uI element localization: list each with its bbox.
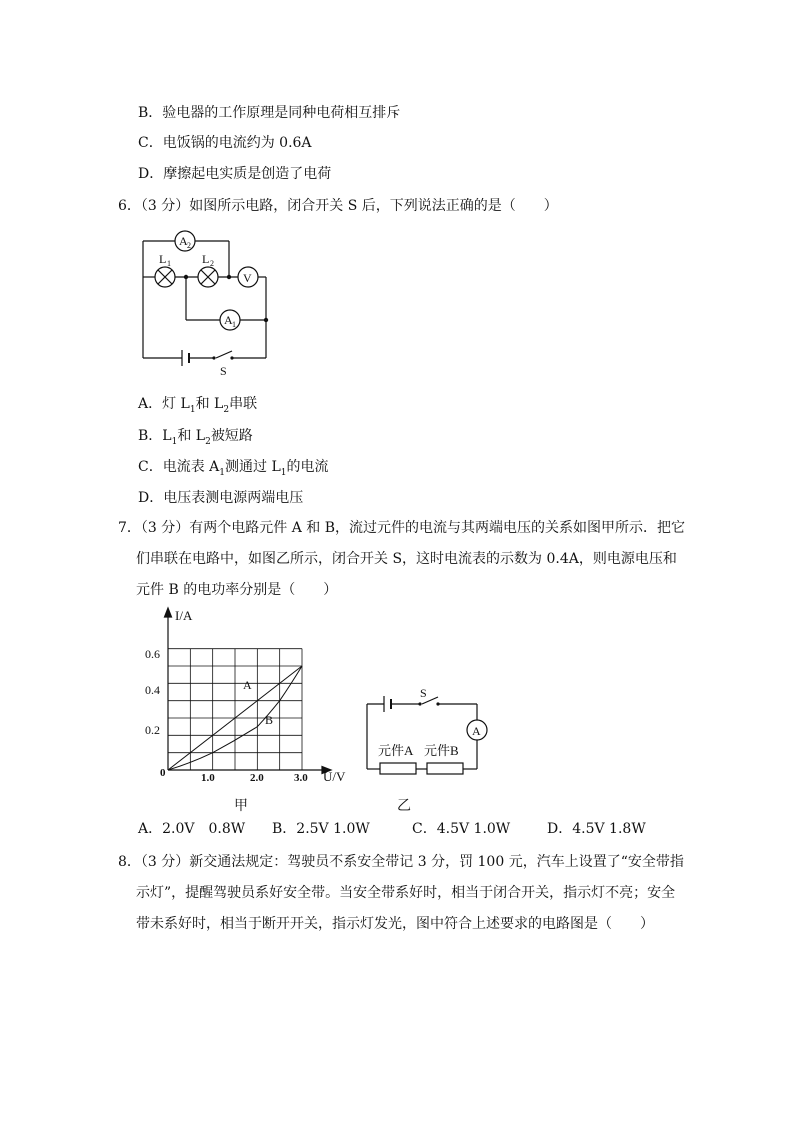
svg-text:A: A <box>224 313 233 327</box>
y-tick-0-2: 0.2 <box>145 723 160 737</box>
curve-b-label: B <box>265 713 274 727</box>
x-tick-1-0: 1.0 <box>201 772 215 784</box>
lamp-l2 <box>198 252 218 287</box>
question-7-stem-line-1: 7．（3 分）有两个电路元件 A 和 B，流过元件的电流与其两端电压的关系如图甲所示．把它 <box>118 520 686 536</box>
lamp-l1 <box>155 252 175 287</box>
svg-text:V: V <box>243 271 252 285</box>
ammeter-a1 <box>220 310 240 330</box>
svg-text:2: 2 <box>187 241 191 250</box>
question-8-stem-line-2: 示灯”，提醒驾驶员系好安全带。当安全带系好时，相当于闭合开关，指示灯不亮；安全 <box>136 885 676 901</box>
option-c-prev: C．电饭锅的电流约为 0.6A <box>138 135 312 151</box>
element-a-label: 元件A <box>378 743 414 758</box>
x-tick-2-0: 2.0 <box>250 772 264 784</box>
question-8-stem-line-3: 带未系好时，相当于断开开关，指示灯发光，图中符合上述要求的电路图是（ ） <box>136 916 654 932</box>
q6-option-c: C．电流表 $A_1$测通过 $L_1$的电流 <box>138 459 329 478</box>
curve-a-label: A <box>243 678 252 692</box>
svg-text:2: 2 <box>210 259 214 268</box>
svg-text:L: L <box>202 252 210 266</box>
option-d-prev: D．摩擦起电实质是创造了电荷 <box>138 166 332 182</box>
question-7-stem-line-2: 们串联在电路中，如图乙所示，闭合开关 S，这时电流表的示数为 0.4A，则电源电压和 <box>136 551 677 567</box>
option-b-prev: B．验电器的工作原理是同种电荷相互排斥 <box>138 105 401 121</box>
y-tick-0-6: 0.6 <box>145 647 160 661</box>
q7-option-b: B．2.5V 1.0W <box>272 821 370 837</box>
element-b-label: 元件B <box>424 743 459 758</box>
q7-option-a: A．2.0V 0.8W <box>138 821 246 837</box>
svg-text:L: L <box>159 252 167 266</box>
question-7-stem-line-3: 元件 B 的电功率分别是（ ） <box>136 582 338 598</box>
question-6-stem: 6．（3 分）如图所示电路，闭合开关 S 后，下列说法正确的是（ ） <box>118 198 558 214</box>
switch-label-s: S <box>420 686 427 700</box>
q6-option-a: A．灯 $L_1$和 $L_2$串联 <box>138 396 258 415</box>
svg-text:1: 1 <box>167 259 171 268</box>
ammeter-a2 <box>175 231 195 251</box>
q7-option-d: D．4.5V 1.8W <box>547 821 646 837</box>
question-8-stem-line-1: 8．（3 分）新交通法规定：驾驶员不系安全带记 3 分，罚 100 元，汽车上设置了“安全带指 <box>118 854 684 870</box>
svg-text:A: A <box>179 234 188 248</box>
svg-text:A: A <box>472 724 481 738</box>
y-axis-label: I/A <box>175 608 193 623</box>
q6-circuit-diagram <box>140 230 280 378</box>
switch-label-s: S <box>220 364 227 378</box>
x-tick-3-0: 3.0 <box>294 772 308 784</box>
ammeter-symbol <box>467 720 487 740</box>
y-axis-arrow <box>165 608 172 617</box>
q7-option-c: C．4.5V 1.0W <box>412 821 511 837</box>
svg-text:1: 1 <box>232 320 236 329</box>
origin-label: 0 <box>160 767 166 779</box>
voltmeter <box>238 267 258 287</box>
graph-caption: 甲 <box>234 798 248 814</box>
y-tick-0-4: 0.4 <box>145 683 160 697</box>
q6-option-d: D．电压表测电源两端电压 <box>138 490 304 506</box>
x-axis-label: U/V <box>323 769 346 784</box>
q7-series-circuit <box>360 685 490 775</box>
q6-option-b: B．$L_1$和 $L_2$被短路 <box>138 428 253 447</box>
circuit-caption: 乙 <box>397 798 411 814</box>
q7-iu-graph <box>140 605 346 795</box>
